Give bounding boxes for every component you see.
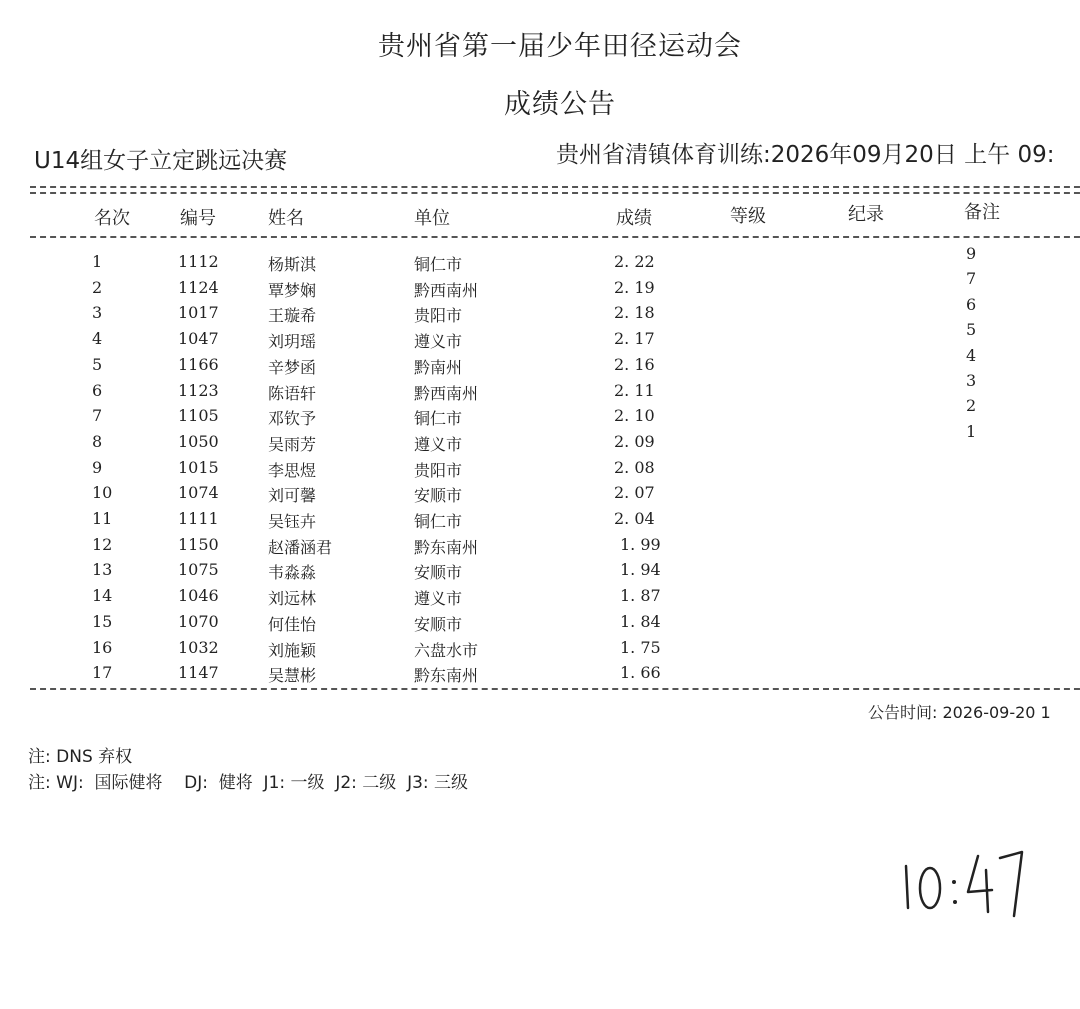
name-cell: 陈语轩: [268, 383, 317, 403]
rank-cell: 8: [92, 431, 103, 451]
name-cell: 刘玥瑶: [268, 332, 317, 352]
rank-cell: 6: [92, 380, 103, 400]
table-row: [0, 278, 1080, 304]
name-cell: 赵潘涵君: [268, 537, 333, 557]
table-row: [0, 638, 1080, 664]
table-row: [0, 509, 1080, 535]
result-cell: 2. 08: [614, 457, 655, 477]
page-title: 贵州省第一届少年田径运动会: [378, 31, 742, 62]
rank-cell: 5: [92, 354, 103, 374]
table-row: [0, 252, 1080, 278]
rank-cell: 15: [92, 611, 113, 631]
rank-cell: 14: [92, 586, 113, 606]
unit-cell: 安顺市: [414, 563, 463, 583]
unit-cell: 六盘水市: [414, 640, 479, 660]
unit-cell: 遵义市: [414, 332, 463, 352]
unit-cell: 铜仁市: [414, 409, 463, 429]
table-row: [0, 355, 1080, 381]
name-cell: 辛梦函: [268, 357, 317, 377]
table-row: [0, 483, 1080, 509]
rank-cell: 7: [92, 406, 103, 426]
rank-cell: 2: [92, 277, 103, 297]
number-cell: 1050: [178, 431, 219, 451]
result-cell: 2. 19: [614, 277, 655, 297]
number-cell: 1074: [178, 483, 219, 503]
result-cell: 2. 22: [614, 252, 655, 271]
number-cell: 1070: [178, 611, 219, 631]
unit-cell: 贵阳市: [414, 306, 463, 326]
result-cell: 1. 99: [620, 534, 661, 554]
page-subtitle: 成绩公告: [504, 89, 616, 120]
venue-time: 贵州省清镇体育训练:2026年09月20日 上午 09:: [556, 142, 1055, 168]
number-cell: 1047: [178, 329, 219, 349]
result-cell: 1. 84: [620, 611, 661, 631]
table-row: [0, 560, 1080, 586]
note-cell: 1: [966, 421, 977, 441]
name-cell: 吴慧彬: [268, 666, 317, 686]
handwritten-time: [896, 846, 1036, 926]
note-dns: 注: DNS 弃权: [28, 747, 133, 767]
table-row: [0, 329, 1080, 355]
header-top-rule: [30, 186, 1080, 194]
name-cell: 吴雨芳: [268, 434, 317, 454]
name-cell: 覃梦娴: [268, 280, 317, 300]
table-row: [0, 432, 1080, 458]
number-cell: 1075: [178, 560, 219, 580]
note-cell: 4: [966, 345, 977, 365]
unit-cell: 贵阳市: [414, 460, 463, 480]
column-header-note: 备注: [964, 202, 1000, 223]
column-header-number: 编号: [180, 208, 216, 229]
table-row: [0, 586, 1080, 612]
rank-cell: 4: [92, 329, 103, 349]
note-cell: 5: [966, 320, 977, 340]
number-cell: 1150: [178, 534, 219, 554]
rank-cell: 11: [92, 509, 113, 528]
number-cell: 1124: [178, 277, 219, 297]
number-cell: 1015: [178, 457, 219, 477]
number-cell: 1166: [178, 354, 219, 374]
column-header-rank: 名次: [94, 208, 130, 229]
note-cell: 2: [966, 396, 977, 416]
column-header-record: 纪录: [848, 204, 884, 225]
rank-cell: 16: [92, 637, 113, 657]
name-cell: 刘施颖: [268, 640, 317, 660]
name-cell: 韦淼淼: [268, 563, 317, 583]
note-cell: 3: [966, 371, 977, 390]
result-cell: 2. 16: [614, 354, 655, 374]
number-cell: 1105: [178, 406, 219, 426]
header-bottom-rule: [30, 236, 1080, 238]
number-cell: 1111: [178, 509, 219, 528]
number-cell: 1032: [178, 637, 219, 657]
table-bottom-rule: [30, 688, 1080, 690]
name-cell: 李思煜: [268, 460, 317, 480]
unit-cell: 遵义市: [414, 589, 463, 609]
result-cell: 2. 18: [614, 303, 655, 323]
number-cell: 1147: [178, 663, 219, 683]
name-cell: 刘可馨: [268, 486, 317, 506]
result-cell: 1. 66: [620, 663, 661, 683]
publish-time: 公告时间: 2026-09-20 1: [868, 703, 1051, 722]
unit-cell: 黔南州: [414, 357, 463, 377]
result-cell: 2. 04: [614, 509, 655, 528]
unit-cell: 遵义市: [414, 434, 463, 454]
event-name: U14组女子立定跳远决赛: [34, 148, 288, 174]
table-row: [0, 303, 1080, 329]
rank-cell: 12: [92, 534, 113, 554]
column-header-unit: 单位: [414, 208, 450, 229]
unit-cell: 黔东南州: [414, 537, 479, 557]
result-cell: 1. 94: [620, 560, 661, 580]
note-grades: 注: WJ: 国际健将 DJ: 健将 J1: 一级 J2: 二级 J3: 三级: [28, 773, 469, 793]
note-cell: 9: [966, 244, 977, 263]
name-cell: 邓钦予: [268, 409, 317, 429]
note-cell: 6: [966, 294, 977, 314]
rank-cell: 13: [92, 560, 113, 580]
unit-cell: 安顺市: [414, 486, 463, 506]
number-cell: 1046: [178, 586, 219, 606]
unit-cell: 黔西南州: [414, 383, 479, 403]
number-cell: 1112: [178, 252, 219, 271]
result-cell: 2. 07: [614, 483, 655, 503]
result-cell: 1. 75: [620, 637, 661, 657]
rank-cell: 10: [92, 483, 113, 503]
name-cell: 刘远林: [268, 589, 317, 609]
unit-cell: 铜仁市: [414, 512, 463, 531]
table-row: [0, 663, 1080, 689]
result-cell: 2. 17: [614, 329, 655, 349]
rank-cell: 17: [92, 663, 113, 683]
result-cell: 2. 09: [614, 431, 655, 451]
name-cell: 何佳怡: [268, 614, 317, 634]
rank-cell: 9: [92, 457, 103, 477]
column-header-name: 姓名: [268, 208, 304, 229]
result-cell: 2. 10: [614, 406, 655, 426]
rank-cell: 1: [92, 252, 103, 271]
result-cell: 1. 87: [620, 586, 661, 606]
table-row: [0, 612, 1080, 638]
unit-cell: 黔西南州: [414, 280, 479, 300]
name-cell: 吴钰卉: [268, 512, 317, 531]
table-row: [0, 458, 1080, 484]
unit-cell: 铜仁市: [414, 255, 463, 274]
unit-cell: 黔东南州: [414, 666, 479, 686]
table-row: [0, 535, 1080, 561]
column-header-result: 成绩: [616, 208, 652, 229]
note-cell: 7: [966, 269, 977, 289]
rank-cell: 3: [92, 303, 103, 323]
table-row: [0, 406, 1080, 432]
name-cell: 王璇希: [268, 306, 317, 326]
table-row: [0, 381, 1080, 407]
result-cell: 2. 11: [614, 380, 655, 400]
unit-cell: 安顺市: [414, 614, 463, 634]
column-header-grade: 等级: [730, 206, 766, 227]
number-cell: 1017: [178, 303, 219, 323]
name-cell: 杨斯淇: [268, 255, 317, 274]
number-cell: 1123: [178, 380, 219, 400]
